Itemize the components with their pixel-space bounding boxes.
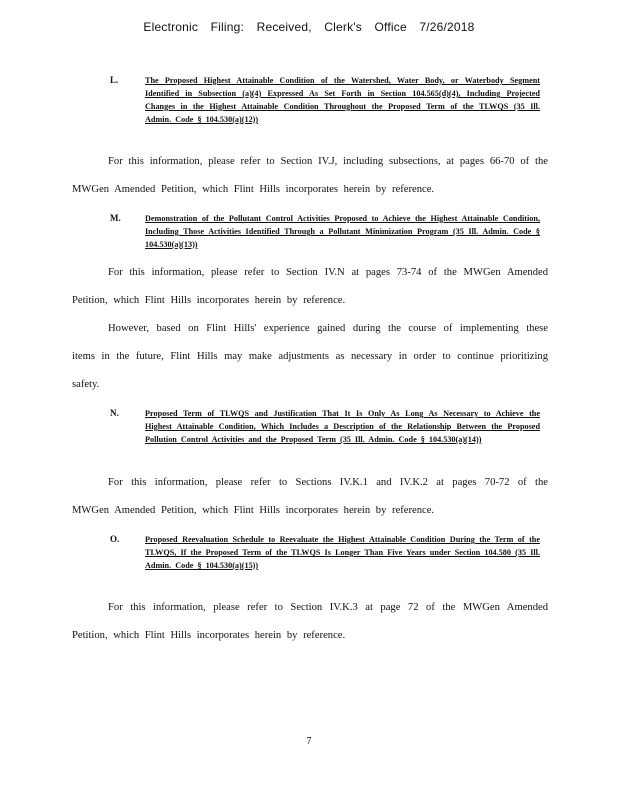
body-paragraph: However, based on Flint Hills' experience gained during the course of implementing these items in the future, Flint Hills may make adjustments as necessary in order to continue prioritizing safety. (72, 323, 548, 390)
section-letter: N. (110, 408, 119, 418)
section-letter: O. (110, 534, 120, 544)
section-heading: The Proposed Highest Attainable Condition of the Watershed, Water Body, or Waterbody Segment Identified in Subsection (a)(4) Expressed As Set Forth in Section 104.565(d)(4), Including Projected Changes in the Highest Attainable Condition Throughout the Proposed Term of the TLWQS (35 Ill. Admin. Code § 104.530(a)(12)) (145, 76, 540, 124)
section-letter: M. (110, 213, 121, 223)
filing-stamp-header: Electronic Filing: Received, Clerk's Office 7/26/2018 (143, 20, 475, 34)
section-heading: Proposed Reevaluation Schedule to Reevaluate the Highest Attainable Condition During the Term of the TLWQS, If the Proposed Term of the TLWQS Is Longer Than Five Years under Section 104.580 (35 Ill. Admin. Code § 104.530(a)(15)) (145, 535, 540, 570)
section-heading: Proposed Term of TLWQS and Justification That It Is Only As Long As Necessary to Achieve the Highest Attainable Condition, Which Includes a Description of the Relationship Between the Proposed Pollution Control Activities and the Proposed Term (35 Ill. Admin. Code § 104.530(a)(14)) (145, 409, 540, 444)
section-heading: Demonstration of the Pollutant Control Activities Proposed to Achieve the Highest Attainable Condition, Including Those Activities Identified Through a Pollutant Minimization Program (35 Ill. Admin. Code § 104.530(a)(13)) (145, 214, 540, 249)
body-paragraph: For this information, please refer to Section IV.K.3 at page 72 of the MWGen Amended Petition, which Flint Hills incorporates herein by reference. (72, 602, 548, 641)
body-paragraph: For this information, please refer to Sections IV.K.1 and IV.K.2 at pages 70-72 of the MWGen Amended Petition, which Flint Hills incorporates herein by reference. (72, 477, 548, 516)
body-paragraph: For this information, please refer to Section IV.N at pages 73-74 of the MWGen Amended Petition, which Flint Hills incorporates herein by reference. (72, 267, 548, 306)
section-letter: L. (110, 75, 119, 85)
page-number: 7 (306, 736, 312, 747)
body-paragraph: For this information, please refer to Section IV.J, including subsections, at pages 66-70 of the MWGen Amended Petition, which Flint Hills incorporates herein by reference. (72, 156, 548, 195)
